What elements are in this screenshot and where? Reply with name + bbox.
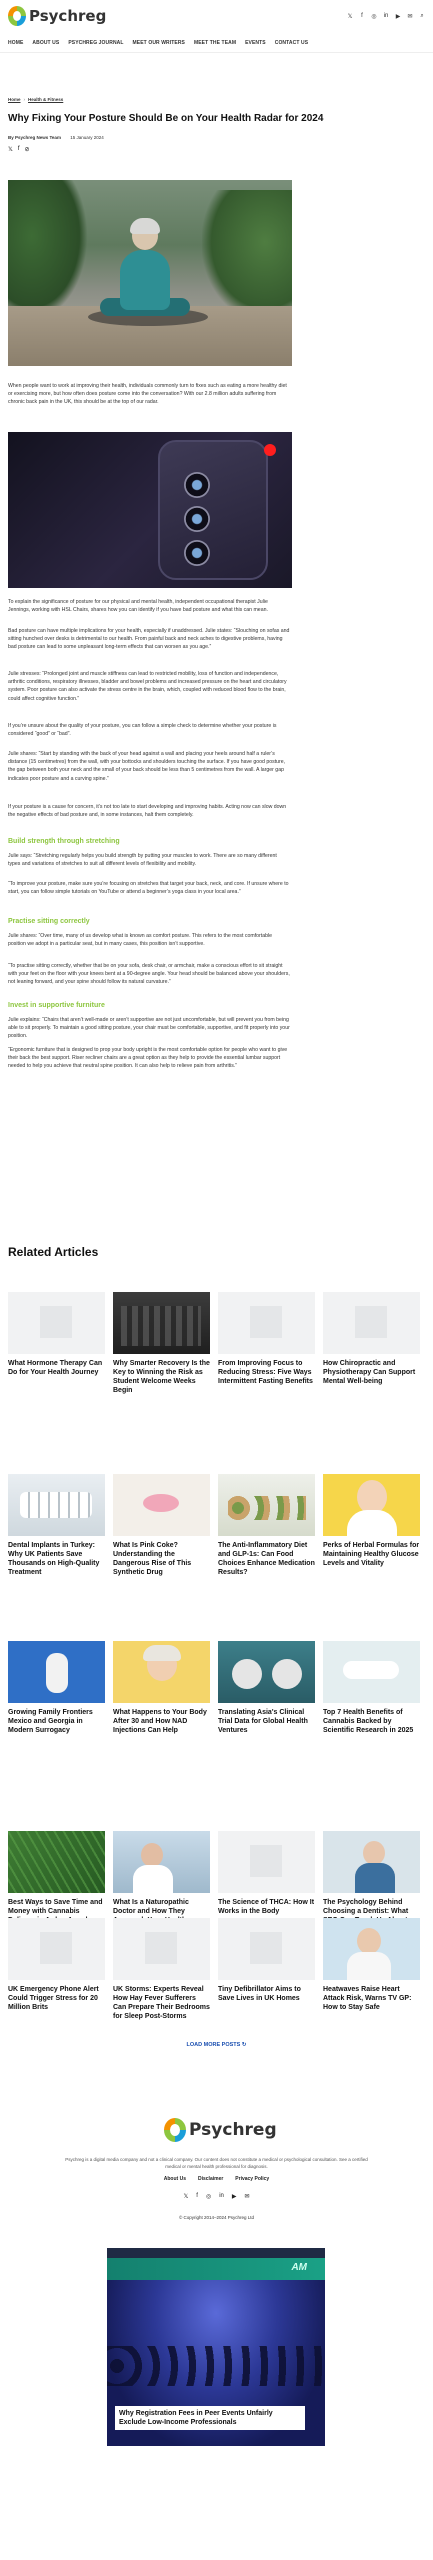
related-card-title[interactable]: From Improving Focus to Reducing Stress: Five Ways Intermittent Fasting Benefits (218, 1360, 313, 1385)
related-card[interactable] (218, 1641, 315, 1735)
related-heading: Related Articles (8, 1245, 99, 1259)
related-card-title[interactable]: The Science of THCA: How It Works in the Body (218, 1899, 315, 1915)
article-thumbnail (218, 1641, 315, 1703)
article-thumbnail (218, 1831, 315, 1893)
breadcrumb-category[interactable]: Health & Fitness (28, 97, 64, 102)
related-card[interactable] (8, 1641, 105, 1735)
record-icon (264, 444, 276, 456)
article-thumbnail (113, 1292, 210, 1354)
related-card[interactable] (323, 1292, 420, 1386)
related-card-title[interactable]: The Anti-Inflammatory Diet and GLP-1s: Can Food Choices Enhance Medication Results? (218, 1542, 315, 1576)
page-title: Why Fixing Your Posture Should Be on Your Health Radar for 2024 (8, 113, 324, 124)
x-icon[interactable]: 𝕏 (347, 14, 353, 20)
linkedin-icon[interactable]: in (383, 13, 389, 19)
nav-item-journal[interactable]: PSYCHREG JOURNAL (68, 40, 124, 46)
chevron-right-icon: › (23, 97, 26, 102)
paragraph: Julie stresses: “Prolonged joint and muscle stiffness can lead to restricted mobility, loss of function and independence, arthritic conditions, respiratory illnesses, bladder and bowel problems and increased pressure on the heart and circulatory system. Poor posture can also activate the stress centre in the brain, which, coupled with reduced blood flow to the brain, could affect cognitive function.” (8, 671, 287, 702)
related-card-title[interactable]: Top 7 Health Benefits of Cannabis Backed by Scientific Research in 2025 (323, 1709, 414, 1734)
youtube-icon[interactable]: ▶ (395, 14, 401, 20)
related-card[interactable] (8, 1474, 105, 1577)
footer-link-privacy[interactable]: Privacy Policy (235, 2176, 270, 2182)
paragraph: “To practise sitting correctly, whether that be on your sofa, desk chair, or armchair, make a conscious effort to sit straight with your feet on the floor with your knees bent at a 90-degree angle. Your head should be balanced above your shoulders, not leaning forward, and your spine should follow its natural curvature.” (8, 963, 290, 986)
related-card-title[interactable]: Dental Implants in Turkey: Why UK Patients Save Thousands on High-Quality Treatment (8, 1542, 100, 1576)
site-logo[interactable] (8, 6, 106, 26)
footer-site-name: Psychreg (189, 2120, 277, 2140)
related-card[interactable] (323, 1641, 420, 1735)
instagram-icon[interactable]: ◎ (371, 14, 377, 20)
related-card[interactable] (113, 1641, 210, 1735)
article-thumbnail (8, 1641, 105, 1703)
related-card-title[interactable]: What Happens to Your Body After 30 and How NAD Injections Can Help (113, 1709, 207, 1734)
related-card-title[interactable]: Tiny Defibrillator Aims to Save Lives in UK Homes (218, 1986, 301, 2002)
instagram-icon[interactable]: ◎ (205, 2194, 212, 2200)
load-more-label: LOAD MORE POSTS (186, 2042, 241, 2048)
paragraph: When people want to work at improving their health, individuals commonly turn to fixes such as eating a more healthy diet or exercising more, but how often does posture come into the conversation? With our 2.8 million adults suffering from chronic back pain in the UK, this should be at the top of our radar. (8, 383, 287, 406)
article-thumbnail (113, 1918, 210, 1980)
paragraph: Julie explains: “Chairs that aren’t well-made or aren’t supportive are not just uncomfortable, but will prevent you from being able to sit properly. To maintain a good sitting posture, your chair must be comfortable, supportive, and fit properly into your position. (8, 1017, 290, 1040)
related-card[interactable] (323, 1918, 420, 2012)
related-card[interactable] (113, 1474, 210, 1577)
footer-link-disclaimer[interactable]: Disclaimer (198, 2176, 224, 2182)
facebook-icon[interactable]: f (361, 13, 363, 19)
nav-item-events[interactable]: EVENTS (245, 40, 266, 46)
related-card-title[interactable]: Best Ways to Save Time and Money with Cannabis (8, 1899, 103, 1915)
related-card[interactable] (8, 1918, 105, 2012)
article-date: 15 January 2024 (70, 135, 104, 140)
ad-brand-logo: AM (291, 2262, 307, 2273)
email-icon[interactable]: ✉ (244, 2194, 250, 2200)
related-card[interactable] (113, 1831, 210, 1925)
article-thumbnail (323, 1918, 420, 1980)
paragraph: “To improve your posture, make sure you’re focusing on stretches that target your back, neck, and core. If unsure where to start, you can follow simple tutorials on YouTube or attend a beginner’s yoga class in your local area.” (8, 881, 289, 896)
copyright: © Copyright 2014–2024 Psychreg Ltd (178, 2215, 255, 2220)
paragraph: Julie shares: “Over time, many of us develop what is known as comfort posture. This refers to the most comfortable position we adopt in a particular seat, but in many cases, this position isn’t supportive. (8, 933, 272, 948)
nav-item-writers[interactable]: MEET OUR WRITERS (132, 40, 185, 46)
related-card-title[interactable]: Growing Family Frontiers Mexico and Georgia in Modern Surrogacy (8, 1709, 93, 1734)
article-byline (8, 135, 104, 140)
footer-tagline: Psychreg is a digital media company and not a clinical company. Our content does not constitute a medical or psychological consultation. See a certified medical or mental health professional for diagnosis. (65, 2157, 368, 2169)
related-card-title[interactable]: UK Storms: Experts Reveal How Hay Fever Sufferers Can Prepare Their Bedrooms for Sleep Post-Storms (113, 1986, 210, 2020)
related-card-title[interactable]: What Is a Naturopathic Doctor and How They (113, 1899, 189, 1915)
paragraph: To explain the significance of posture for our physical and mental health, independent occupational therapist Julie Jennings, working with HSL Chairs, shares how you can identify if you have bad posture and what this can mean. (8, 599, 268, 614)
header-social-icons (347, 13, 425, 20)
x-icon[interactable]: 𝕏 (8, 147, 13, 153)
footer-social-icons (0, 2193, 433, 2200)
section-heading: Build strength through stretching (8, 838, 120, 845)
related-card[interactable] (113, 1918, 210, 2021)
ad-caption[interactable]: Why Registration Fees in Peer Events Unfairly Exclude Low-Income Professionals (115, 2406, 305, 2430)
paragraph: Julie says: “Stretching regularly helps you build strength by putting your muscles to work. There are so many different types and variations of stretches to suit all different levels of flexibility and mobility. (8, 853, 277, 868)
article-thumbnail (113, 1831, 210, 1893)
nav-divider (0, 52, 433, 53)
logo-icon (164, 2118, 186, 2142)
facebook-icon[interactable]: f (196, 2193, 198, 2199)
logo-icon (8, 6, 26, 26)
related-card-title[interactable]: How Chiropractic and Physiotherapy Can Support Mental Well-being (323, 1360, 416, 1385)
related-card[interactable] (113, 1292, 210, 1395)
related-card[interactable] (323, 1474, 420, 1568)
paragraph: If your posture is a cause for concern, it’s not too late to start developing and improving habits. Acting now can slow down the negative effects of bad posture and, in some instances, halt them completely. (8, 804, 287, 819)
share-bar (8, 146, 30, 153)
article-thumbnail (8, 1918, 105, 1980)
article-thumbnail (218, 1292, 315, 1354)
related-card-title[interactable]: UK Emergency Phone Alert Could Trigger Stress for 20 Million Brits (8, 1986, 99, 2011)
search-icon[interactable]: ⌕ (420, 13, 424, 19)
x-icon[interactable]: 𝕏 (183, 2194, 189, 2200)
breadcrumb-home[interactable]: Home (8, 97, 21, 102)
article-thumbnail (8, 1831, 105, 1893)
site-header (0, 0, 433, 34)
youtube-icon[interactable]: ▶ (231, 2194, 237, 2200)
breadcrumb (8, 97, 63, 102)
paragraph: “Ergonomic furniture that is designed to prop your body upright is the most comfortable option for people who want to give their back the best support. Riser recliner chairs are a great option as they help to provide the essential lumbar support needed to help you achieve that neutral spine position. It can also help to relieve pain from arthritis.” (8, 1047, 288, 1070)
related-card-title[interactable]: Heatwaves Raise Heart Attack Risk, Warns TV GP: How to Stay Safe (323, 1986, 412, 2011)
article-thumbnail (113, 1641, 210, 1703)
article-thumbnail (323, 1831, 420, 1893)
nav-item-contact[interactable]: CONTACT US (274, 40, 309, 46)
hero-image (8, 180, 292, 366)
footer-logo[interactable] (164, 2118, 277, 2142)
nav-item-team[interactable]: MEET THE TEAM (193, 40, 237, 46)
linkedin-icon[interactable]: in (219, 2193, 224, 2199)
article-thumbnail (218, 1918, 315, 1980)
section-heading: Invest in supportive furniture (8, 1002, 105, 1009)
email-icon[interactable]: ✉ (407, 14, 413, 20)
article-thumbnail (323, 1474, 420, 1536)
related-card-title[interactable]: Why Smarter Recovery Is the Key to Winning the Risk as Student Welcome Weeks Begin (113, 1360, 210, 1394)
related-card-title[interactable]: What Is Pink Coke? Understanding the Dangerous Rise of This Synthetic Drug (113, 1542, 192, 1576)
facebook-icon[interactable]: f (17, 146, 20, 152)
section-heading: Practise sitting correctly (8, 918, 90, 925)
paragraph: Julie shares: “Start by standing with the back of your head against a wall and placing your heels around half a ruler’s distance (15 centimetres) from the wall, with your bottocks and shoulders touching the surface. If you have good posture, the gap between both your neck and the small of your back should be less than 5 centimetres from the wall. A larger gap indicates poor posture and a curving spine.” (8, 751, 286, 782)
link-icon[interactable]: ⊘ (24, 147, 30, 153)
related-card[interactable] (218, 1474, 315, 1577)
related-card[interactable] (218, 1292, 315, 1386)
related-card[interactable] (218, 1831, 315, 1916)
article-thumbnail (113, 1474, 210, 1536)
load-more-button[interactable] (0, 2042, 433, 2048)
related-card[interactable] (8, 1831, 105, 1925)
related-card[interactable] (8, 1292, 105, 1377)
related-card-title[interactable]: The Psychology Behind Choosing a Dentist: What (323, 1899, 409, 1915)
related-card-title[interactable]: What Hormone Therapy Can Do for Your Health Journey (8, 1360, 103, 1376)
site-name: Psychreg (29, 7, 107, 25)
footer-link-about[interactable]: About Us (163, 2176, 186, 2182)
related-card-title[interactable]: Translating Asia's Clinical Trial Data for Global Health Ventures (218, 1709, 308, 1734)
paragraph: If you’re unsure about the quality of your posture, you can follow a simple check to determine whether your posture is considered “good” or “bad”. (8, 723, 277, 738)
article-thumbnail (323, 1641, 420, 1703)
article-thumbnail (218, 1474, 315, 1536)
article-author[interactable]: By Psychreg News Team (8, 135, 61, 140)
refresh-icon: ↻ (241, 2042, 247, 2048)
advertisement[interactable] (107, 2248, 325, 2446)
paragraph: Bad posture can have multiple implications for your health, especially if unaddressed. Julie states: “Slouching on sofas and sitting hunched over desks is detrimental to our health. From painful back and neck aches to digestive problems, having bad posture can lead to some unpleasant long-term effects that can worsen as you age.” (8, 628, 290, 651)
phone-camera-image (8, 432, 292, 588)
article-thumbnail (323, 1292, 420, 1354)
main-nav (0, 36, 433, 50)
nav-item-about[interactable]: ABOUT US (32, 40, 60, 46)
article-thumbnail (8, 1474, 105, 1536)
nav-item-home[interactable]: HOME (8, 40, 24, 46)
article-thumbnail (8, 1292, 105, 1354)
related-card-title[interactable]: Perks of Herbal Formulas for Maintaining Healthy Glucose Levels and Vitality (323, 1542, 420, 1567)
footer-links (0, 2176, 433, 2182)
related-card[interactable] (218, 1918, 315, 2003)
